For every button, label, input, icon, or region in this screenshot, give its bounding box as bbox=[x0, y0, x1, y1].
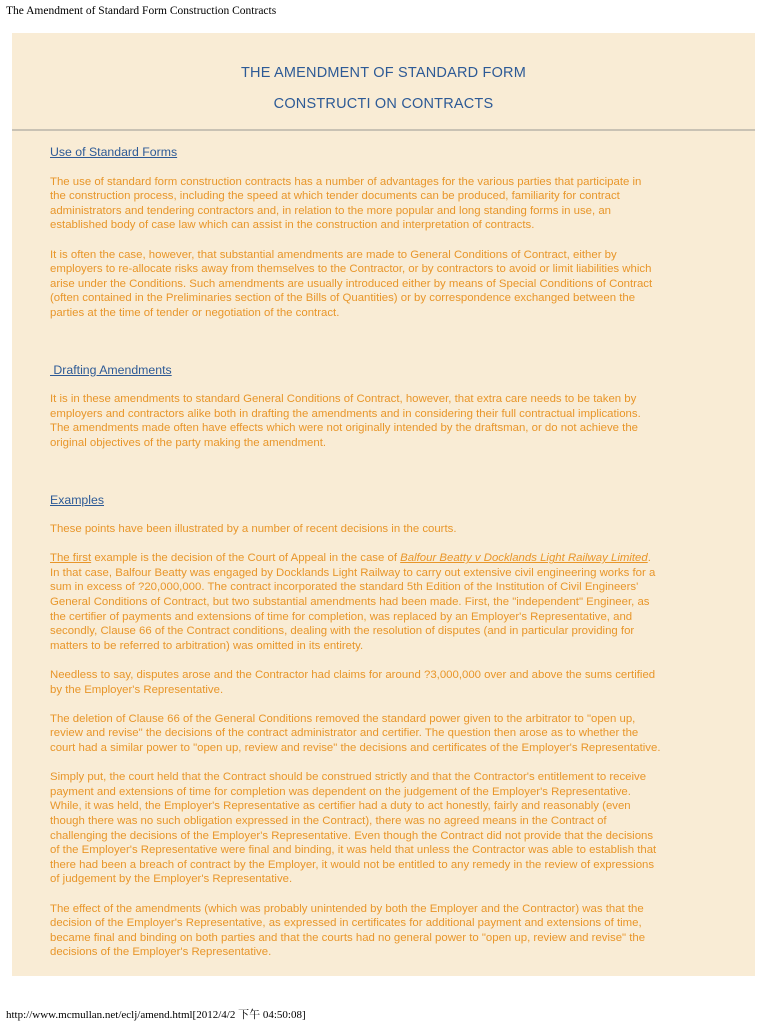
case-link-balfour-beatty[interactable]: Balfour Beatty v Docklands Light Railway Limited bbox=[400, 552, 648, 565]
the-first-link[interactable]: The first bbox=[50, 552, 92, 565]
paragraph: Simply put, the court held that the Contract should be construed strictly and that the Contractor's entitlement to receive payment and extensions of time for completion was dependent on the judgement of the Employer's Representative. While, it was held, the Employer's Representative as certifier had a duty to act honestly, fairly and reasonably (even though there was no such obligation expressed in the Contract), there was no agreed means in the Contract of challenging the decisions of the Employer's Representative. Even though the Contract did not provide that the decisions of the Employer's Representative were final and binding, it was held that unless the Contractor was able to establish that there had been a breach of contract by the Employer, it would not be entitled to any remedy in the review of expressions of judgement by the Employer's Representative. bbox=[50, 771, 657, 886]
first-example-paragraph bbox=[50, 551, 720, 653]
print-footer-url: http://www.mcmullan.net/eclj/amend.html[2012/4/2 下午 04:50:08] bbox=[6, 1009, 306, 1021]
paragraph: It is in these amendments to standard General Conditions of Contract, however, that extra care needs to be taken by employers and contractors alike both in drafting the amendments and in considering their full contractual implications. The amendments made often have effects which were not originally intended by the draftsman, or do not achieve the original objectives of the party making the amendment. bbox=[50, 393, 641, 449]
paragraph: It is often the case, however, that substantial amendments are made to General Conditions of Contract, either by employers to re-allocate risks away from themselves to the Contractor, or by contractors to avoid or limit liabilities which arise under the Conditions. Such amendments are usually introduced either by means of Special Conditions of Contract (often contained in the Preliminaries section of the Bills of Quantities) or by correspondence exchanged between the parties at the time of tender or negotiation of the contract. bbox=[50, 248, 653, 319]
section-heading-use-of-standard-forms[interactable]: Use of Standard Forms bbox=[50, 145, 178, 159]
paragraph: The use of standard form construction contracts has a number of advantages for the various parties that participate in the construction process, including the speed at which tender documents can be produced, familiarity for contract administrators and tendering contractors and, in relation to the more popular and long standing forms in use, an established body of case law which can assist in the construction and interpretation of contracts. bbox=[50, 175, 642, 232]
document-title-line-1: THE AMENDMENT OF STANDARD FORM bbox=[241, 65, 526, 81]
document-header bbox=[12, 33, 755, 131]
section-heading-examples[interactable]: Examples bbox=[50, 492, 104, 507]
section-heading-drafting-amendments[interactable]: Drafting Amendments bbox=[50, 362, 172, 377]
document-page bbox=[12, 33, 755, 976]
paragraph-text: . In that case, Balfour Beatty was engaged by Docklands Light Railway to carry out extensive civil engineering works for a sum in excess of ?20,000,000. The contract incorporated the standard 5th Edition of the Institution of Civil Engineers' General Conditions of Contract, but two substantial amendments had been made. First, the "independent" Engineer, as the certifier of payments and extensions of time for completion, was replaced by an Employer's Representative, and secondly, Clause 66 of the Contract conditions, dealing with the resolution of disputes (and in particular providing for matters to be referred to arbitration) was omitted in its entirety. bbox=[50, 552, 656, 652]
paragraph: Needless to say, disputes arose and the Contractor had claims for around ?3,000,000 over and above the sums certified by the Employer's Representative. bbox=[50, 669, 656, 696]
document-title-line-2: CONSTRUCTI ON CONTRACTS bbox=[273, 96, 494, 112]
paragraph: The deletion of Clause 66 of the General Conditions removed the standard power given to the arbitrator to "open up, review and revise" the decisions of the contract administrator and certifier. The question then arose as to whether the court had a similar power to "open up, review and revise" the decisions and certificates of the Employer's Representative. bbox=[50, 712, 661, 754]
print-header-title: The Amendment of Standard Form Construction Contracts bbox=[6, 5, 277, 17]
paragraph-text: example is the decision of the Court of Appeal in the case of bbox=[91, 552, 401, 565]
paragraph: These points have been illustrated by a number of recent decisions in the courts. bbox=[50, 523, 457, 536]
document-body bbox=[50, 141, 720, 960]
paragraph: The effect of the amendments (which was probably unintended by both the Employer and the Contractor) was that the decision of the Employer's Representative, as expressed in certificates for additional payment and extensions of time, became final and binding on both parties and that the courts had no general power to "open up, review and revise" the decisions of the Employer's Representative. bbox=[50, 902, 646, 959]
